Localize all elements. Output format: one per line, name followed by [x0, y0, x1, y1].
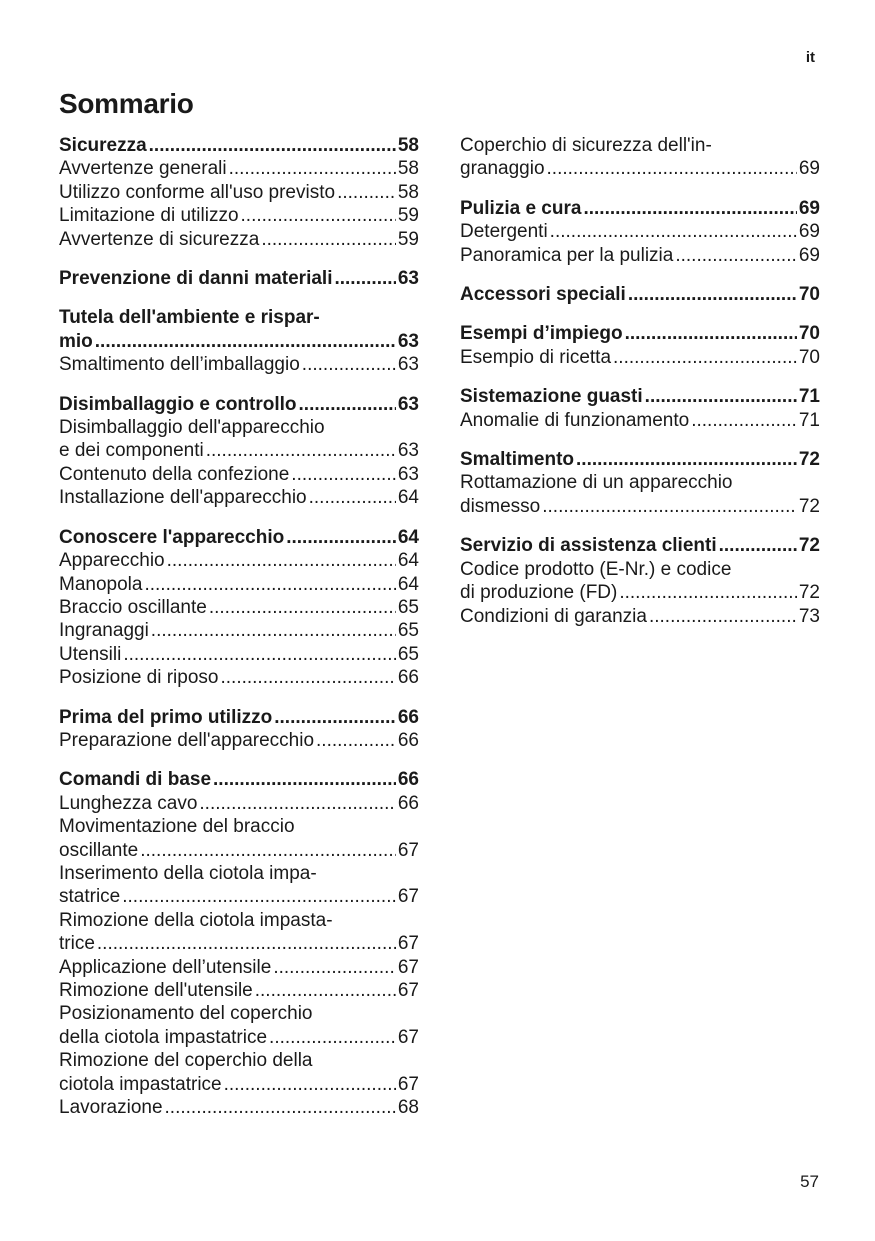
toc-entry-title-line: Tutela dell'ambiente e rispar-	[59, 307, 320, 329]
toc-entry-row	[460, 605, 820, 628]
dot-leader	[241, 204, 396, 227]
toc-entry-title-line: Inserimento della ciotola impa-	[59, 862, 317, 884]
toc-entry-title: Avvertenze di sicurezza	[59, 228, 260, 250]
toc-entry-title-line: Rottamazione di un apparecchio	[460, 472, 733, 494]
toc-entry-row	[59, 619, 419, 642]
toc-entry-row	[59, 439, 419, 462]
toc-entry-row	[59, 228, 419, 251]
toc-page-number: 67	[397, 1026, 419, 1048]
toc-entry-row	[59, 706, 419, 729]
toc-entry-title: Utilizzo conforme all'uso previsto	[59, 181, 336, 203]
toc-page-number: 66	[397, 769, 419, 791]
toc-entry[interactable]	[59, 792, 419, 815]
toc-entry-title: Detergenti	[460, 221, 548, 243]
toc-section	[59, 706, 419, 753]
toc-entry-title: Sistemazione guasti	[460, 386, 643, 408]
toc-page-number: 64	[397, 550, 419, 572]
toc-page-number: 67	[397, 956, 419, 978]
toc-entry-title: Avvertenze generali	[59, 158, 227, 180]
toc-entry-row	[59, 573, 419, 596]
toc-page-number: 69	[798, 158, 820, 180]
toc-page-number: 63	[397, 440, 419, 462]
toc-entry-title: Prevenzione di danni materiali	[59, 268, 333, 290]
dot-leader	[224, 1073, 396, 1096]
toc-entry[interactable]	[59, 573, 419, 596]
toc-page-number: 58	[397, 158, 419, 180]
dot-leader	[149, 134, 396, 157]
toc-entry-title: Comandi di base	[59, 769, 212, 791]
toc-heading-entry[interactable]	[460, 448, 820, 471]
toc-section	[460, 283, 820, 306]
dot-leader	[97, 932, 396, 955]
toc-page-number: 67	[397, 1073, 419, 1095]
toc-page-number: 72	[798, 449, 820, 471]
toc-page-number: 64	[397, 526, 419, 548]
toc-page-number: 66	[397, 667, 419, 689]
dot-leader	[645, 385, 797, 408]
dot-leader	[675, 244, 797, 267]
toc-entry-row	[59, 134, 419, 157]
toc-page-number: 71	[798, 386, 820, 408]
toc-section	[460, 134, 820, 181]
toc-entry[interactable]	[460, 558, 820, 605]
toc-entry-row	[59, 885, 419, 908]
dot-leader	[165, 1096, 396, 1119]
toc-entry[interactable]	[59, 956, 419, 979]
page-title: Sommario	[59, 88, 194, 119]
dot-leader	[151, 619, 396, 642]
toc-entry-row	[59, 729, 419, 752]
dot-leader	[719, 534, 797, 557]
dot-leader	[547, 157, 797, 180]
toc-entry[interactable]	[460, 605, 820, 628]
toc-entry-title: trice	[59, 933, 95, 955]
toc-page-number: 63	[397, 463, 419, 485]
dot-leader	[302, 353, 396, 376]
dot-leader	[206, 439, 396, 462]
toc-page-number: 69	[798, 244, 820, 266]
toc-entry-row	[460, 283, 820, 306]
dot-leader	[309, 486, 396, 509]
dot-leader	[220, 666, 395, 689]
toc-page-number: 70	[798, 346, 820, 368]
toc-entry-title: Anomalie di funzionamento	[460, 409, 690, 431]
toc-entry-row	[460, 534, 820, 557]
toc-entry[interactable]	[59, 643, 419, 666]
toc-page-number: 58	[397, 181, 419, 203]
toc-page-number: 67	[397, 886, 419, 908]
toc-entry-row	[460, 157, 820, 180]
toc-page-number: 63	[397, 330, 419, 352]
toc-entry-row	[460, 409, 820, 432]
toc-entry[interactable]	[59, 862, 419, 909]
toc-entry-row	[59, 666, 419, 689]
toc-entry-title-line: Movimentazione del braccio	[59, 816, 295, 838]
toc-heading-entry[interactable]	[59, 526, 419, 549]
toc-page-number: 63	[397, 393, 419, 415]
dot-leader	[334, 267, 395, 290]
toc-entry-title: della ciotola impastatrice	[59, 1026, 268, 1048]
toc-entry-title: ciotola impastatrice	[59, 1073, 222, 1095]
toc-entry[interactable]	[59, 596, 419, 619]
toc-section	[460, 385, 820, 432]
dot-leader	[649, 605, 797, 628]
toc-entry-row	[460, 495, 820, 518]
dot-leader	[625, 322, 797, 345]
toc-entry-title: dismesso	[460, 495, 541, 517]
toc-heading-entry[interactable]	[460, 385, 820, 408]
dot-leader	[542, 495, 797, 518]
dot-leader	[286, 526, 396, 549]
dot-leader	[691, 409, 797, 432]
toc-section	[59, 526, 419, 690]
toc-entry[interactable]	[460, 346, 820, 369]
toc-entry-row	[460, 197, 820, 220]
dot-leader	[167, 549, 396, 572]
toc-entry-title-line: Posizionamento del coperchio	[59, 1003, 313, 1025]
toc-page-number: 66	[397, 706, 419, 728]
toc-page-number: 63	[397, 268, 419, 290]
toc-entry[interactable]	[59, 979, 419, 1002]
toc-entry-title: Braccio oscillante	[59, 596, 207, 618]
toc-heading-entry[interactable]	[59, 306, 419, 353]
toc-section	[460, 534, 820, 628]
language-label: it	[805, 49, 815, 66]
toc-entry-row	[59, 1073, 419, 1096]
toc-entry-title: Lavorazione	[59, 1097, 163, 1119]
toc-entry[interactable]	[59, 909, 419, 956]
toc-entry-title: Prima del primo utilizzo	[59, 706, 273, 728]
toc-heading-entry[interactable]	[59, 134, 419, 157]
toc-entry-row	[59, 1026, 419, 1049]
toc-entry-title: Ingranaggi	[59, 620, 149, 642]
toc-page-number: 73	[798, 605, 820, 627]
toc-heading-entry[interactable]	[59, 768, 419, 791]
toc-entry[interactable]	[460, 409, 820, 432]
toc-entry-title: Esempi d’impiego	[460, 323, 623, 345]
toc-page-number: 72	[798, 582, 820, 604]
dot-leader	[123, 643, 396, 666]
toc-heading-entry[interactable]	[460, 322, 820, 345]
toc-entry-title: granaggio	[460, 158, 545, 180]
toc-section	[460, 448, 820, 518]
toc-entry-title: Utensili	[59, 643, 122, 665]
toc-page-number: 67	[397, 839, 419, 861]
toc-page-number: 59	[397, 205, 419, 227]
toc-entry-row	[460, 385, 820, 408]
toc-section	[59, 306, 419, 376]
toc-entry-title: Preparazione dell'apparecchio	[59, 729, 315, 751]
dot-leader	[619, 581, 797, 604]
toc-entry-title: Manopola	[59, 573, 143, 595]
dot-leader	[255, 979, 396, 1002]
dot-leader	[576, 448, 797, 471]
toc-entry-title: Rimozione dell'utensile	[59, 980, 253, 1001]
toc-entry-title: oscillante	[59, 839, 139, 861]
toc-entry-title: Lunghezza cavo	[59, 792, 198, 814]
toc-section	[59, 768, 419, 1119]
toc-entry-title-line: Coperchio di sicurezza dell'in-	[460, 135, 712, 156]
toc-entry-title: Pulizia e cura	[460, 197, 582, 219]
toc-entry-row	[59, 839, 419, 862]
toc-entry-row	[59, 1096, 419, 1119]
dot-leader	[613, 346, 797, 369]
toc-heading-entry[interactable]	[460, 283, 820, 306]
toc-entry-title-line: Rimozione del coperchio della	[59, 1050, 313, 1072]
toc-page-number: 69	[798, 197, 820, 219]
toc-entry-row	[59, 643, 419, 666]
toc-section	[59, 393, 419, 510]
toc-entry-row	[460, 244, 820, 267]
dot-leader	[261, 228, 396, 251]
toc-entry-title: Installazione dell'apparecchio	[59, 487, 307, 509]
toc-entry-row	[460, 448, 820, 471]
toc-entry[interactable]	[59, 181, 419, 204]
toc-entry-row	[59, 932, 419, 955]
toc-page-number: 65	[397, 620, 419, 642]
toc-entry-title-line: Disimballaggio dell'apparecchio	[59, 417, 325, 439]
toc-page-number: 67	[397, 980, 419, 1001]
dot-leader	[122, 885, 396, 908]
toc-section	[460, 197, 820, 267]
toc-entry-row	[59, 204, 419, 227]
toc-entry-title: Accessori speciali	[460, 284, 626, 306]
toc-entry-title: Contenuto della confezione	[59, 463, 290, 485]
toc-entry[interactable]	[460, 471, 820, 518]
toc-heading-entry[interactable]	[59, 267, 419, 290]
toc-entry[interactable]	[460, 220, 820, 243]
toc-entry-title-line: Codice prodotto (E-Nr.) e codice	[460, 558, 732, 580]
toc-entry[interactable]	[59, 1096, 419, 1119]
page-number: 57	[800, 1172, 819, 1191]
toc-entry-row	[59, 979, 419, 1002]
toc-page-number: 65	[397, 643, 419, 665]
toc-entry-row	[59, 549, 419, 572]
toc-entry-row	[460, 346, 820, 369]
toc-entry-title: mio	[59, 330, 93, 352]
toc-entry-title: Panoramica per la pulizia	[460, 244, 674, 266]
toc-page-number: 66	[397, 792, 419, 814]
toc-entry-row	[460, 581, 820, 604]
toc-page-number: 63	[397, 354, 419, 376]
toc-page-number: 64	[397, 573, 419, 595]
toc-entry[interactable]	[59, 1002, 419, 1049]
toc-entry[interactable]	[460, 244, 820, 267]
toc-entry[interactable]	[59, 204, 419, 227]
toc-entry[interactable]	[59, 416, 419, 463]
toc-heading-entry[interactable]	[460, 534, 820, 557]
toc-entry-row	[59, 181, 419, 204]
dot-leader	[209, 596, 396, 619]
toc-entry-title: Applicazione dell’utensile	[59, 956, 272, 978]
dot-leader	[316, 729, 396, 752]
toc-entry-title: Disimballaggio e controllo	[59, 393, 297, 415]
toc-heading-entry[interactable]	[59, 393, 419, 416]
dot-leader	[628, 283, 797, 306]
toc-entry-row	[59, 353, 419, 376]
toc-section	[460, 322, 820, 369]
toc-section	[59, 267, 419, 290]
toc-entry[interactable]	[59, 666, 419, 689]
dot-leader	[273, 956, 396, 979]
toc-entry-title: Conoscere l'apparecchio	[59, 526, 285, 548]
toc-entry-title: e dei componenti	[59, 440, 204, 462]
toc-page-number: 70	[798, 284, 820, 306]
toc-entry[interactable]	[59, 729, 419, 752]
toc-entry-row	[460, 220, 820, 243]
toc-entry-title: Smaltimento	[460, 449, 575, 471]
toc-entry-title-line: Rimozione della ciotola impasta-	[59, 909, 333, 931]
toc-entry-row	[59, 486, 419, 509]
dot-leader	[95, 330, 396, 353]
toc-entry[interactable]	[59, 486, 419, 509]
dot-leader	[229, 157, 396, 180]
toc-page-number: 66	[397, 729, 419, 751]
toc-entry[interactable]	[59, 1049, 419, 1096]
toc-page-number: 70	[798, 323, 820, 345]
toc-page-number: 71	[798, 409, 820, 431]
dot-leader	[140, 839, 396, 862]
toc-entry-row	[59, 157, 419, 180]
toc-entry-title: Esempio di ricetta	[460, 346, 612, 368]
toc-page-number: 65	[397, 596, 419, 618]
toc-entry-title: Posizione di riposo	[59, 667, 219, 689]
dot-leader	[213, 768, 396, 791]
dot-leader	[291, 463, 396, 486]
toc-entry-title: Sicurezza	[59, 135, 147, 156]
toc-entry[interactable]	[59, 157, 419, 180]
toc-entry-title: statrice	[59, 886, 121, 908]
toc-entry-title: Condizioni di garanzia	[460, 605, 647, 627]
toc-heading-entry[interactable]	[59, 706, 419, 729]
toc-page-number: 64	[397, 487, 419, 509]
toc-column-left	[59, 134, 419, 1135]
toc-entry-row	[59, 526, 419, 549]
dot-leader	[199, 792, 395, 815]
toc-column-right	[460, 134, 820, 644]
toc-page-number: 68	[397, 1097, 419, 1119]
toc-entry[interactable]	[59, 353, 419, 376]
toc-entry[interactable]	[59, 549, 419, 572]
toc-entry-row	[59, 330, 419, 353]
dot-leader	[274, 706, 396, 729]
toc-entry-row	[59, 792, 419, 815]
toc-entry[interactable]	[59, 463, 419, 486]
toc-entry-title: Limitazione di utilizzo	[59, 205, 239, 227]
toc-entry-title: di produzione (FD)	[460, 582, 618, 604]
toc-entry-row	[59, 463, 419, 486]
dot-leader	[299, 393, 396, 416]
toc-entry[interactable]	[460, 134, 820, 181]
toc-page-number: 72	[798, 535, 820, 557]
toc-page-number: 59	[397, 228, 419, 250]
toc-entry-title: Apparecchio	[59, 550, 165, 572]
dot-leader	[269, 1026, 396, 1049]
toc-entry-row	[460, 322, 820, 345]
toc-entry[interactable]	[59, 228, 419, 251]
toc-entry-row	[59, 267, 419, 290]
toc-entry[interactable]	[59, 619, 419, 642]
toc-entry-row	[59, 956, 419, 979]
toc-page-number: 69	[798, 221, 820, 243]
toc-entry-title: Smaltimento dell’imballaggio	[59, 354, 300, 376]
toc-entry-row	[59, 393, 419, 416]
toc-entry-row	[59, 768, 419, 791]
toc-entry[interactable]	[59, 815, 419, 862]
toc-heading-entry[interactable]	[460, 197, 820, 220]
toc-entry-title: Servizio di assistenza clienti	[460, 535, 717, 557]
toc-page-number: 67	[397, 933, 419, 955]
dot-leader	[550, 220, 797, 243]
dot-leader	[583, 197, 796, 220]
toc-section	[59, 134, 419, 251]
dot-leader	[144, 573, 395, 596]
toc-page-number: 58	[397, 135, 419, 156]
toc-page-number: 72	[798, 495, 820, 517]
toc-entry-row	[59, 596, 419, 619]
dot-leader	[337, 181, 396, 204]
